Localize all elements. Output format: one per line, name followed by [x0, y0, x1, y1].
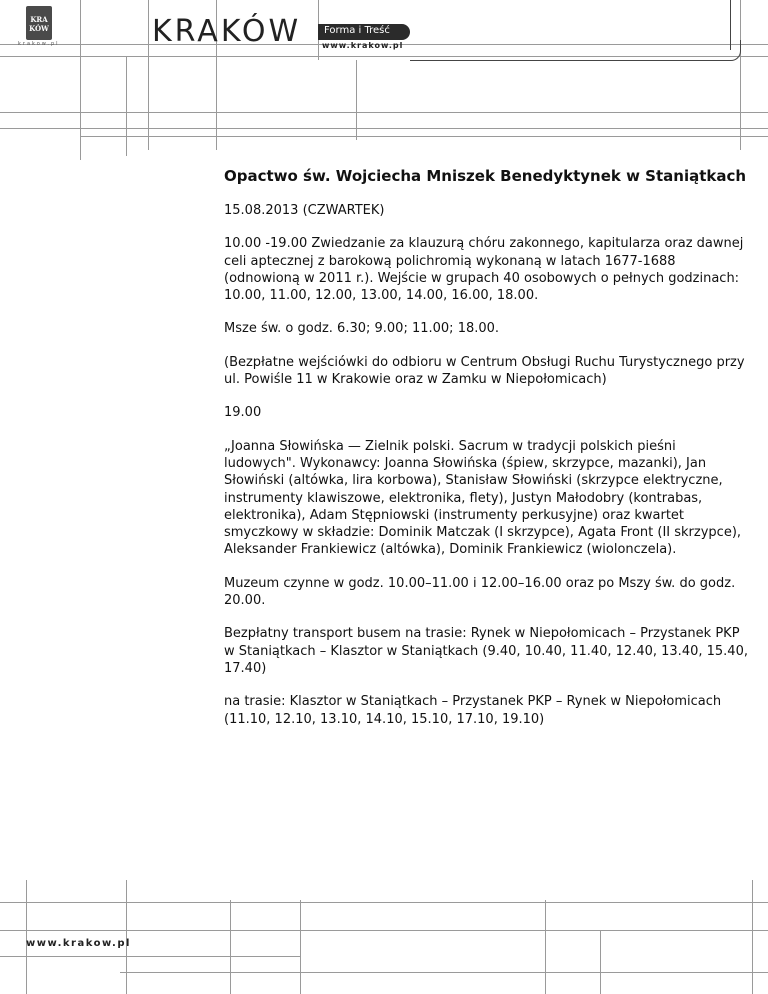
- divider: [0, 112, 768, 113]
- divider: [752, 880, 753, 994]
- paragraph: na trasie: Klasztor w Staniątkach – Przystanek PKP – Rynek w Niepołomicach (11.10, 12.10, 13.10, 14.10, 15.10, 17.10, 19.10): [224, 694, 722, 727]
- logo-line-2: KÓW: [29, 24, 49, 33]
- divider: [120, 972, 768, 973]
- brand-title: KRAKÓW: [152, 14, 302, 49]
- divider: [126, 56, 127, 156]
- tagline-badge: [318, 24, 410, 40]
- divider: [126, 880, 127, 994]
- divider: [300, 900, 301, 994]
- divider: [0, 930, 768, 931]
- divider: [410, 60, 730, 61]
- paragraph: Msze św. o godz. 6.30; 9.00; 11.00; 18.00.: [224, 321, 500, 337]
- divider: [545, 900, 546, 994]
- divider: [600, 930, 601, 994]
- divider: [356, 60, 357, 140]
- logo-icon: [26, 6, 52, 40]
- paragraph: Bezpłatny transport busem na trasie: Rynek w Niepołomicach – Przystanek PKP w Staniątkach – Klasztor w Staniątkach (9.40, 10.40, 11.40, 12.40, 13.40, 15.40, 17.40): [224, 626, 748, 676]
- logo-subtext: krakow.pl: [18, 41, 60, 47]
- paragraph: 19.00: [224, 405, 262, 421]
- tagline-text: Forma i Treść: [324, 25, 390, 36]
- divider: [80, 136, 768, 137]
- divider: [0, 128, 768, 129]
- header-url[interactable]: www.krakow.pl: [322, 41, 404, 50]
- divider: [148, 0, 149, 150]
- divider: [740, 0, 741, 150]
- paragraph: (Bezpłatne wejściówki do odbioru w Centrum Obsługi Ruchu Turystycznego przy ul. Powiśle 11 w Krakowie oraz w Zamku w Niepołomicach): [224, 354, 745, 388]
- paragraph: 10.00 -19.00 Zwiedzanie za klauzurą chóru zakonnego, kapitularza oraz dawnej celi aptecznej z barokową polichromią wykonaną w latach 1677-1688 (odnowioną w 2011 r.). Wejście w grupach 40 osobowych o pełnych godzinach: 10.00, 11.00, 12.00, 13.00, 14.00, 16.00, 18.00.: [224, 236, 744, 304]
- footer-url[interactable]: www.krakow.pl: [26, 938, 131, 949]
- page-title: Opactwo św. Wojciecha Mniszek Benedyktynek w Staniątkach: [224, 167, 747, 185]
- logo-line-1: KRA: [30, 15, 48, 24]
- divider: [0, 56, 768, 57]
- document-body: [224, 167, 749, 744]
- divider: [0, 902, 768, 903]
- divider: [230, 900, 231, 994]
- divider: [0, 956, 300, 957]
- divider: [80, 0, 81, 160]
- event-date: 15.08.2013 (CZWARTEK): [224, 203, 385, 218]
- divider: [26, 880, 27, 994]
- divider: [720, 40, 741, 61]
- paragraph: Muzeum czynne w godz. 10.00–11.00 i 12.00–16.00 oraz po Mszy św. do godz. 20.00.: [224, 575, 736, 609]
- paragraph: „Joanna Słowińska — Zielnik polski. Sacrum w tradycji polskich pieśni ludowych". Wykonawcy: Joanna Słowińska (śpiew, skrzypce, mazanki), Jan Słowiński (altówka, lira korbowa), Stanisław Słowiński (skrzypce elektryczne, instrumenty klawiszowe, elektronika, flety), Justyn Małodobry (kontrabas, elektronika), Adam Stępniowski (instrumenty perkusyjne) oraz kwartet smyczkowy w składzie: Dominik Matczak (I skrzypce), Agata Front (II skrzypce), Aleksander Frankiewicz (altówka), Dominik Frankiewicz (wiolonczela).: [224, 438, 742, 558]
